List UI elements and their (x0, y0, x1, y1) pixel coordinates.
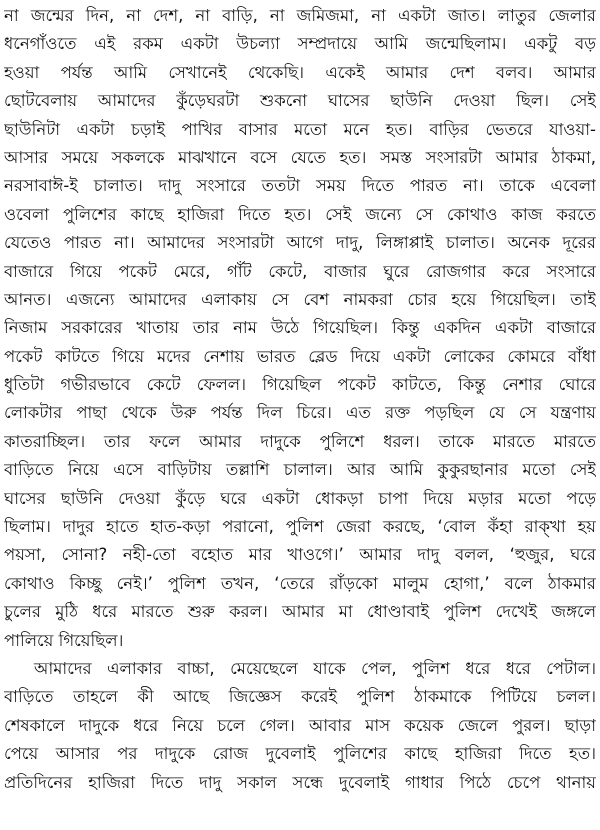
text-line: না জন্মের দিন, না দেশ, না বাড়ি, না জমিজমা, না একটা জাত। লাতুর জেলার (4, 6, 596, 25)
text-line: বাড়িতে নিয়ে এসে বাড়িটায় তল্লাশি চালাল। আর আমি কুকুরছানার মতো সেই (4, 460, 596, 480)
text-line: ছাউনিটা একটা চড়াই পাখির বাসার মতো মনে হত। বাড়ির ভেতরে যাওয়া- (4, 119, 596, 139)
text-line: ওবেলা পুলিশের কাছে হাজিরা দিতে হত। সেই জন্যে সে কোথাও কাজ করতে (4, 204, 596, 224)
text-line: বাড়িতে তাহলে কী আছে জিজ্ঞেস করেই পুলিশ ঠাকমাকে পিটিয়ে চলল। (4, 687, 596, 707)
text-line: আমাদের এলাকার বাচ্চা, মেয়েছেলে যাকে পেল, পুলিশ ধরে ধরে পেটাল। (34, 658, 596, 678)
text-line: যেতেও পারত না। আমাদের সংসারটা আগে দাদু, লিঙ্গাপ্পাই চালাত। অনেক দূরের (4, 233, 596, 253)
text-line: ধনেগাঁওতে এই রকম একটা উচল্যা সম্প্রদায়ে আমি জন্মেছিলাম। একটু বড় (4, 34, 596, 54)
text-line: নরসাবাঈ-ই চালাত। দাদু সংসারে ততটা সময় দিতে পারত না। তাকে এবেলা (4, 176, 596, 196)
text-line: ঘাসের ছাউনি দেওয়া কুঁড়ে ঘরে একটা ধোকড়া চাপা দিয়ে মড়ার মতো পড়ে (4, 488, 596, 508)
text-line: আসার সময়ে সকলকে মাঝখানে বসে যেতে হত। সমস্ত সংসারটা আমার ঠাকমা, (4, 147, 596, 167)
text-line: লোকটার পাছা থেকে উরু পর্যন্ত দিল চিরে। এত রক্ত পড়ছিল যে সে যন্ত্রণায় (4, 403, 596, 423)
paragraph-2 (4, 655, 596, 797)
text-line: চুলের মুঠি ধরে মারতে শুরু করল। আমার মা ধোণ্ডাবাই পুলিশ দেখেই জঙ্গলে (4, 602, 596, 622)
text-line: ধুতিটা গভীরভাবে কেটে ফেলল। গিয়েছিল পকেট কাটতে, কিন্তু নেশার ঘোরে (4, 375, 596, 395)
text-line: বাজারে গিয়ে পকেট মেরে, গাঁট কেটে, বাজার ঘুরে রোজগার করে সংসারে (4, 261, 596, 281)
text-line: পকেট কাটতে গিয়ে মদের নেশায় ভারত ব্লেড দিয়ে একটা লোকের কোমরে বাঁধা (4, 346, 596, 366)
text-line: প্রতিদিনের হাজিরা দিতে দাদু সকাল সন্ধে দুবেলাই গাধার পিঠে চেপে থানায় (4, 772, 596, 792)
text-line: পালিয়ে গিয়েছিল। (4, 630, 124, 650)
text-line: কোথাও কিচ্ছু নেই।’ পুলিশ তখন, ‘তেরে রাঁড়কো মালুম হোগা,’ বলে ঠাকমার (4, 573, 596, 593)
text-line: ছোটবেলায় আমাদের কুঁড়েঘরটা শুকনো ঘাসের ছাউনি দেওয়া ছিল। সেই (4, 91, 596, 111)
text-line: পয়সা, সোনা? নহী-তো বহোত মার খাওগে।’ আমার দাদু বলল, ‘হুজুর, ঘরে (4, 545, 596, 565)
text-line: ছিলাম। দাদুর হাতে হাত-কড়া পরানো, পুলিশ জেরা করছে, ‘বোল কঁহা রাক্‌খা হয় (4, 517, 596, 537)
text-line: হওয়া পর্যন্ত আমি সেখানেই থেকেছি। একেই আমার দেশ বলব। আমার (4, 62, 596, 82)
text-line: নিজাম সরকারের খাতায় তার নাম উঠে গিয়েছিল। কিন্তু একদিন একটা বাজারে (4, 318, 596, 338)
paragraph-1 (4, 2, 596, 655)
text-line: পেয়ে আসার পর দাদুকে রোজ দুবেলাই পুলিশের কাছে হাজিরা দিতে হত। (4, 744, 596, 764)
text-line: আনত। এজন্যে আমাদের এলাকায় সে বেশ নামকরা চোর হয়ে গিয়েছিল। তাই (4, 289, 596, 309)
text-line: শেষকালে দাদুকে ধরে নিয়ে চলে গেল। আবার মাস কয়েক জেলে পুরল। ছাড়া (4, 715, 596, 735)
text-line: কাতরাচ্ছিল। তার ফলে আমার দাদুকে পুলিশে ধরল। তাকে মারতে মারতে (4, 431, 596, 451)
